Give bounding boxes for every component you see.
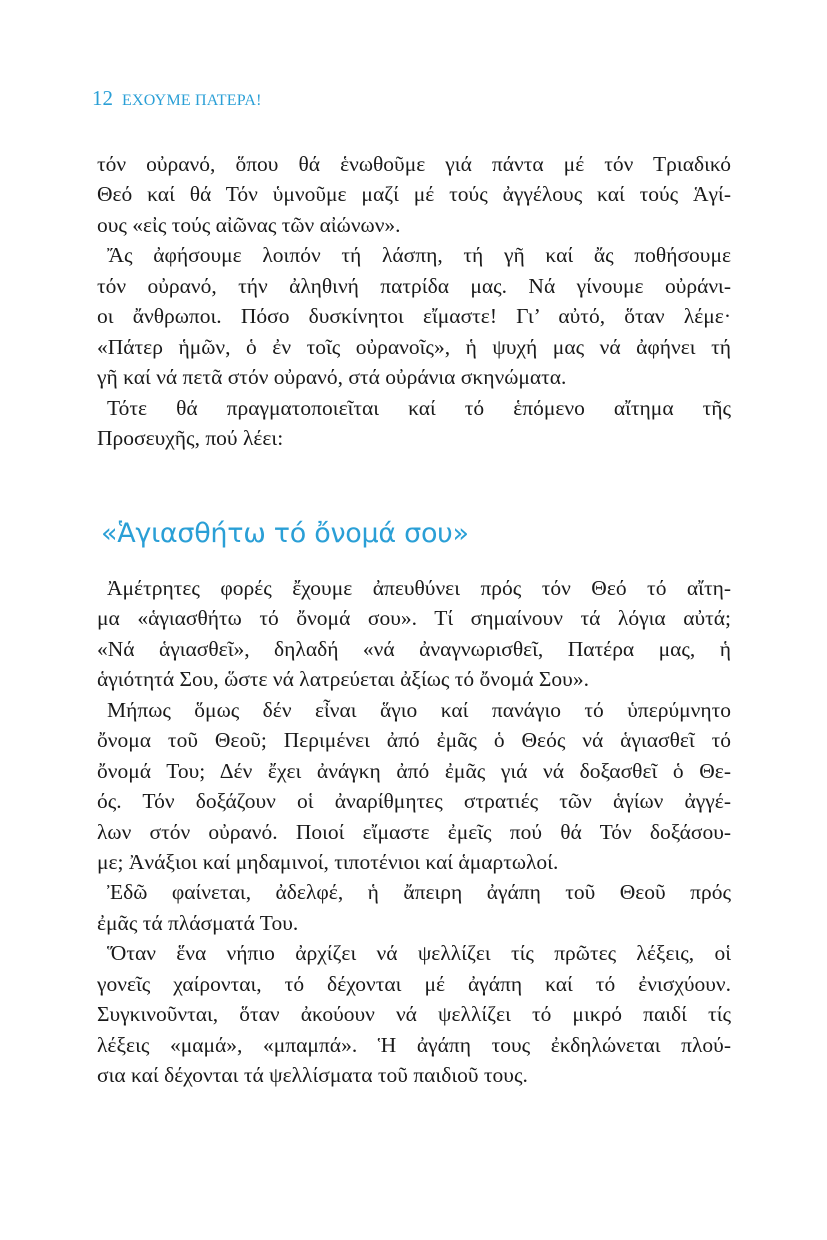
text-line: τόν οὐρανό, τήν ἀληθινή πατρίδα μας. Νά γίνουμε οὐράνι-: [97, 273, 731, 298]
text-line: λέξεις «μαμά», «μπαμπά». Ἡ ἀγάπη τους ἐκδηλώνεται πλού-: [97, 1032, 731, 1057]
text-line: Θεό καί θά Τόν ὑμνοῦμε μαζί μέ τούς ἀγγέλους καί τούς Ἁγί-: [97, 182, 731, 207]
text-line: σια καί δέχονται τά ψελλίσματα τοῦ παιδιοῦ τους.: [97, 1063, 528, 1087]
text-line: Ὅταν ἕνα νήπιο ἀρχίζει νά ψελλίζει τίς πρῶτες λέξεις, οἱ: [107, 941, 731, 966]
text-line: Ἀμέτρητες φορές ἔχουμε ἀπευθύνει πρός τόν Θεό τό αἴτη-: [107, 576, 731, 600]
text-line: Τότε θά πραγματοποιεῖται καί τό ἑπόμενο αἴτημα τῆς: [107, 395, 731, 420]
text-line: ους «εἰς τούς αἰῶνας τῶν αἰώνων».: [97, 212, 401, 237]
page-number: 12: [92, 86, 113, 110]
text-line: Μήπως ὅμως δέν εἶναι ἅγιο καί πανάγιο τό ὑπερύμνητο: [107, 697, 731, 722]
text-line: «Πάτερ ἡμῶν, ὁ ἐν τοῖς οὐρανοῖς», ἡ ψυχή μας νά ἀφήνει τή: [97, 334, 731, 359]
text-line: ὄνομά Του; Δέν ἔχει ἀνάγκη ἀπό ἐμᾶς γιά νά δοξασθεῖ ὁ Θε-: [97, 758, 731, 783]
text-line: με; Ἀνάξιοι καί μηδαμινοί, τιποτένιοι καί ἁμαρτωλοί.: [97, 849, 559, 874]
text-block-1: [97, 149, 731, 453]
text-line: γῆ καί νά πετᾶ στόν οὐρανό, στά οὐράνια σκηνώματα.: [97, 365, 567, 390]
text-line: τόν οὐρανό, ὅπου θά ἑνωθοῦμε γιά πάντα μέ τόν Τριαδικό: [97, 152, 731, 176]
text-line: ὄνομα τοῦ Θεοῦ; Περιμένει ἀπό ἐμᾶς ὁ Θεός νά ἁγιασθεῖ τό: [97, 728, 731, 753]
text-line: Ἐδῶ φαίνεται, ἀδελφέ, ἡ ἄπειρη ἀγάπη τοῦ Θεοῦ πρός: [107, 880, 731, 905]
text-line: λων στόν οὐρανό. Ποιοί εἴμαστε ἐμεῖς πού θά Τόν δοξάσου-: [97, 819, 731, 844]
text-line: οι ἄνθρωποι. Πόσο δυσκίνητοι εἴμαστε! Γι’ αὐτό, ὅταν λέμε·: [97, 304, 731, 329]
text-line: ός. Τόν δοξάζουν οἱ ἀναρίθμητες στρατιές τῶν ἁγίων ἀγγέ-: [97, 789, 731, 814]
text-line: «Νά ἁγιασθεῖ», δηλαδή «νά ἀναγνωρισθεῖ, Πατέρα μας, ἡ: [97, 636, 731, 661]
text-line: Συγκινοῦνται, ὅταν ἀκούουν νά ψελλίζει τό μικρό παιδί τίς: [97, 1002, 731, 1027]
text-line: μα «ἁγιασθήτω τό ὄνομά σου». Τί σημαίνουν τά λόγια αὐτά;: [97, 606, 731, 631]
text-line: Προσευχῆς, πού λέει:: [97, 425, 284, 450]
text-line: γονεῖς χαίρονται, τό δέχονται μέ ἀγάπη καί τό ἐνισχύουν.: [97, 971, 731, 996]
text-line: ἐμᾶς τά πλάσματά Του.: [97, 910, 299, 935]
text-line: Ἄς ἀφήσουμε λοιπόν τή λάσπη, τή γῆ καί ἄς ποθήσουμε: [107, 243, 731, 268]
text-block-2: [97, 573, 731, 1090]
section-heading: «Ἁγιασθήτω τό ὄνομά σου»: [101, 518, 469, 549]
running-header: [92, 86, 262, 116]
text-line: ἁγιότητά Σου, ὥστε νά λατρεύεται ἀξίως τό ὄνομά Σου».: [97, 667, 589, 692]
book-title: ΕΧΟΥΜΕ ΠΑΤΕΡΑ!: [122, 92, 262, 109]
